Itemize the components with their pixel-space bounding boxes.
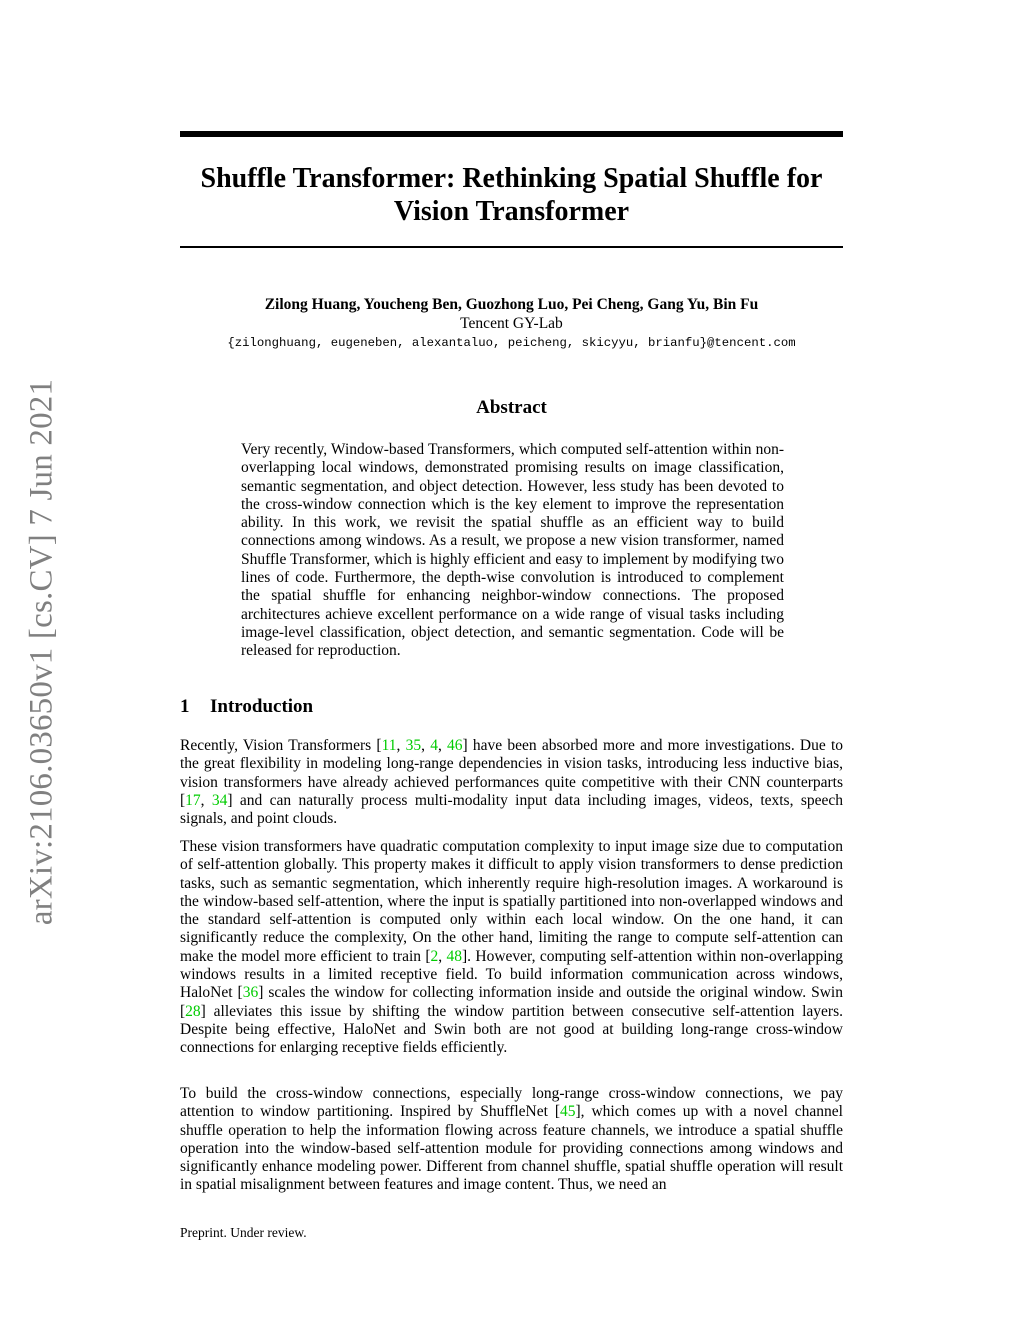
title-line-2: Vision Transformer — [393, 196, 630, 227]
citation-link[interactable]: 4 — [430, 737, 438, 754]
title-top-rule — [180, 131, 843, 137]
citation-link[interactable]: 36 — [242, 984, 259, 1002]
text-run: These vision transformers have quadratic computation complexity to input image size due to computation of self-attention globally. This property makes it difficult to apply vision transformers to dense prediction tasks, such as semantic segmentation, which inherently require high-resolution images. A workaround is the window-based self-attention, where the input is spatially partitioned into non-overlapped windows and the standard self-attention is computed only within each local window. On the one hand, it can significantly reduce the complexity, On the other hand, limiting the range to compute self-attention can make the model more efficient to train [ — [180, 838, 843, 965]
text-run: To build the cross-window connections, especially long-range cross-window connections, we pay attention to window partitioning. Inspired by ShuffleNet [ — [180, 1085, 843, 1121]
intro-paragraph-1 — [180, 737, 843, 828]
citation-link[interactable]: 46 — [447, 737, 463, 754]
author-emails: {zilonghuang, eugeneben, alexantaluo, peicheng, skicyyu, brianfu}@tencent.com — [227, 336, 796, 350]
text-run: ] and can naturally process multi-modality input data including images, videos, texts, speech signals, and point clouds. — [180, 791, 843, 828]
paper-title — [180, 162, 843, 228]
abstract-heading: Abstract — [476, 397, 547, 418]
text-run: ] have been absorbed more and more investigations. Due to the great flexibility in modeling long-range dependencies in vision tasks, introducing less inductive bias, vision transformers have already achieved performances quite competitive with their CNN counterparts [ — [180, 737, 844, 809]
citation-link[interactable]: 35 — [405, 737, 422, 754]
footer-note: Preprint. Under review. — [180, 1225, 307, 1240]
title-line-1: Shuffle Transformer: Rethinking Spatial Shuffle for — [200, 163, 823, 194]
text-run: ], which comes up with a novel channel shuffle operation to help the information flowing across feature channels, we introduce a spatial shuffle operation into the window-based self-attention module for providing connections among windows and significantly enhance modeling power. Different from channel shuffle, spatial shuffle operation will result in spatial misalignment between features and image content. Thus, we need an — [180, 1103, 843, 1194]
intro-paragraph-3 — [180, 1085, 843, 1195]
text-run: ]. However, computing self-attention within non-overlapping windows results in a limited receptive field. To build information communication across windows, HaloNet [ — [180, 947, 844, 1002]
citation-link[interactable]: 2 — [430, 947, 439, 965]
citation-link[interactable]: 28 — [185, 1002, 201, 1020]
intro-paragraph-2 — [180, 838, 843, 1058]
text-run: , — [437, 737, 448, 754]
citation-link[interactable]: 17 — [185, 791, 201, 809]
citation-link[interactable]: 45 — [560, 1103, 576, 1121]
abstract-text: Very recently, Window-based Transformers, which computed self-attention within non-overlapping local windows, demonstrated promising results on image classification, semantic segmentation, and object detection. However, less study has been devoted to the cross-window connection which is the key element to improve the representation ability. In this work, we revisit the spatial shuffle as an efficient way to build connections among windows. As a result, we propose a new vision transformer, named Shuffle Transformer, which is highly efficient and easy to implement by modifying two lines of code. Furthermore, the depth-wise convolution is introduced to complement the spatial shuffle for enhancing neighbor-window connections. The proposed architectures achieve excellent performance on a wide range of visual tasks including image-level classification, object detection, and semantic segmentation. Code will be released for reproduction. — [241, 441, 784, 660]
text-run: ] scales the window for collecting information inside and outside the original window. Swin [ — [180, 984, 843, 1020]
affiliation: Tencent GY-Lab — [460, 315, 563, 332]
author-list: Zilong Huang, Youcheng Ben, Guozhong Luo, Pei Cheng, Gang Yu, Bin Fu — [264, 296, 759, 313]
text-run: , — [438, 947, 447, 965]
citation-link[interactable]: 11 — [381, 737, 397, 754]
citation-link[interactable]: 34 — [211, 791, 228, 809]
section-heading-introduction — [180, 695, 313, 719]
section-title: Introduction — [210, 696, 314, 717]
title-bottom-rule — [180, 246, 843, 248]
text-run: , — [200, 791, 212, 809]
section-number: 1 — [180, 696, 190, 717]
text-run: , — [396, 737, 406, 754]
text-run: ] alleviates this issue by shifting the window partition between consecutive self-attention layers. Despite being effective, HaloNet and Swin both are not good at building long-range cross-window connections for enlarging receptive fields efficiently. — [180, 1002, 843, 1057]
text-run: , — [421, 737, 431, 754]
citation-link[interactable]: 48 — [446, 947, 463, 965]
text-run: Recently, Vision Transformers [ — [180, 737, 382, 754]
arxiv-stamp: arXiv:2106.03650v1 [cs.CV] 7 Jun 2021 — [23, 378, 60, 926]
